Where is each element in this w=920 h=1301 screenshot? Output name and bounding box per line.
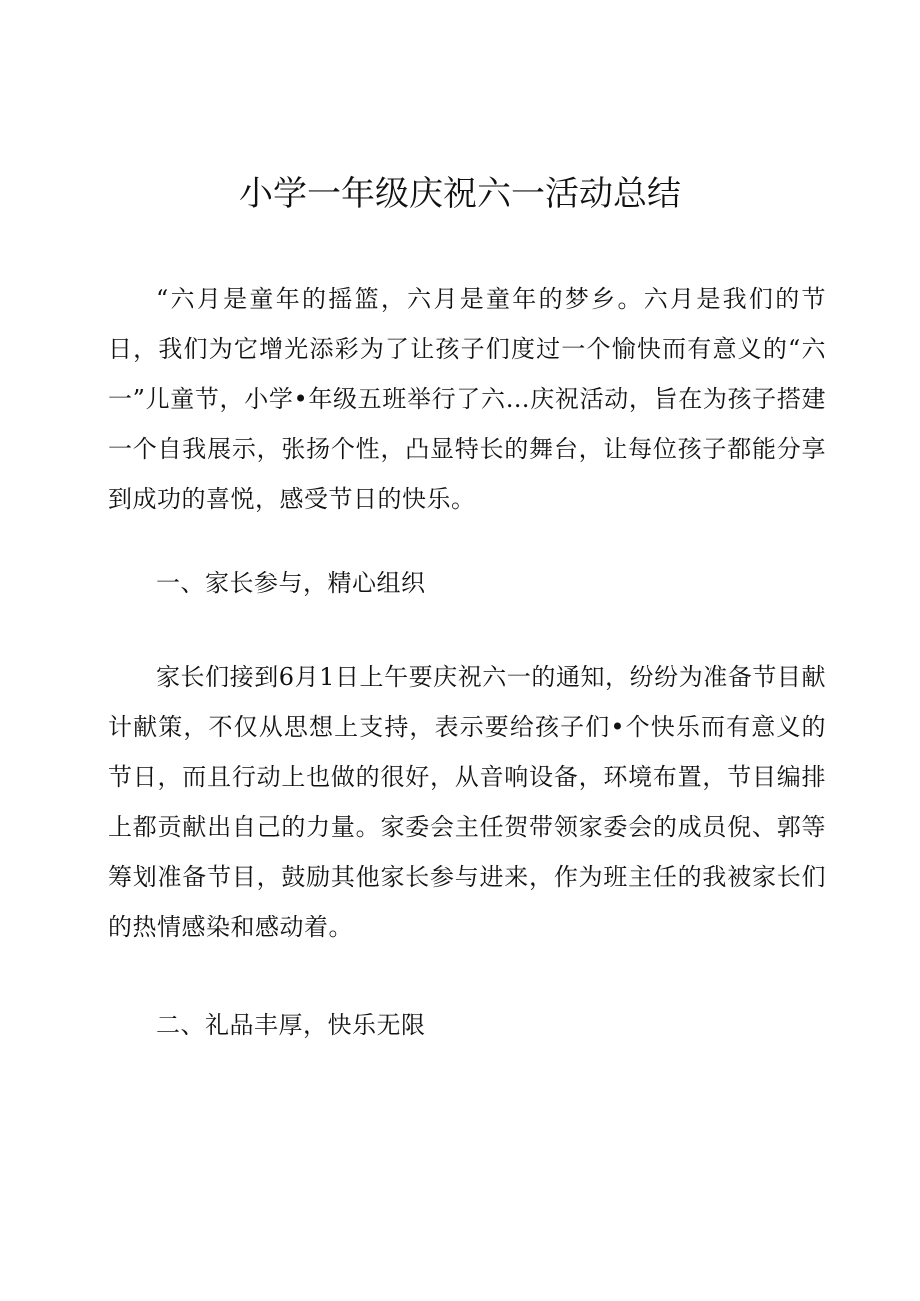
section-2-heading: 二、礼品丰厚，快乐无限 — [156, 1011, 426, 1039]
section-1-heading: 一、家长参与，精心组织 — [156, 569, 426, 597]
section-1-paragraph: 家长们接到6月1日上午要庆祝六一的通知，纷纷为准备节目献计献策，不仅从思想上支持，表示要给孩子们•个快乐而有意义的节日，而且行动上也做的很好，从音响设备，环境布置，节目编排上都贡献出自己的力量。家委会主任贺带领家委会的成员倪、郭等筹划准备节目，鼓励其他家长参与进来，作为班主任的我被家长们的热情感染和感动着。 — [108, 663, 826, 941]
document-title: 小学一年级庆祝六一活动总结 — [239, 174, 681, 214]
intro-paragraph: “六月是童年的摇篮，六月是童年的梦乡。六月是我们的节日，我们为它增光添彩为了让孩子们度过一个愉快而有意义的“六一”儿童节，小学•年级五班举行了六…庆祝活动，旨在为孩子搭建一个自我展示，张扬个性，凸显特长的舞台，让每位孩子都能分享到成功的喜悦，感受节日的快乐。 — [108, 285, 826, 513]
